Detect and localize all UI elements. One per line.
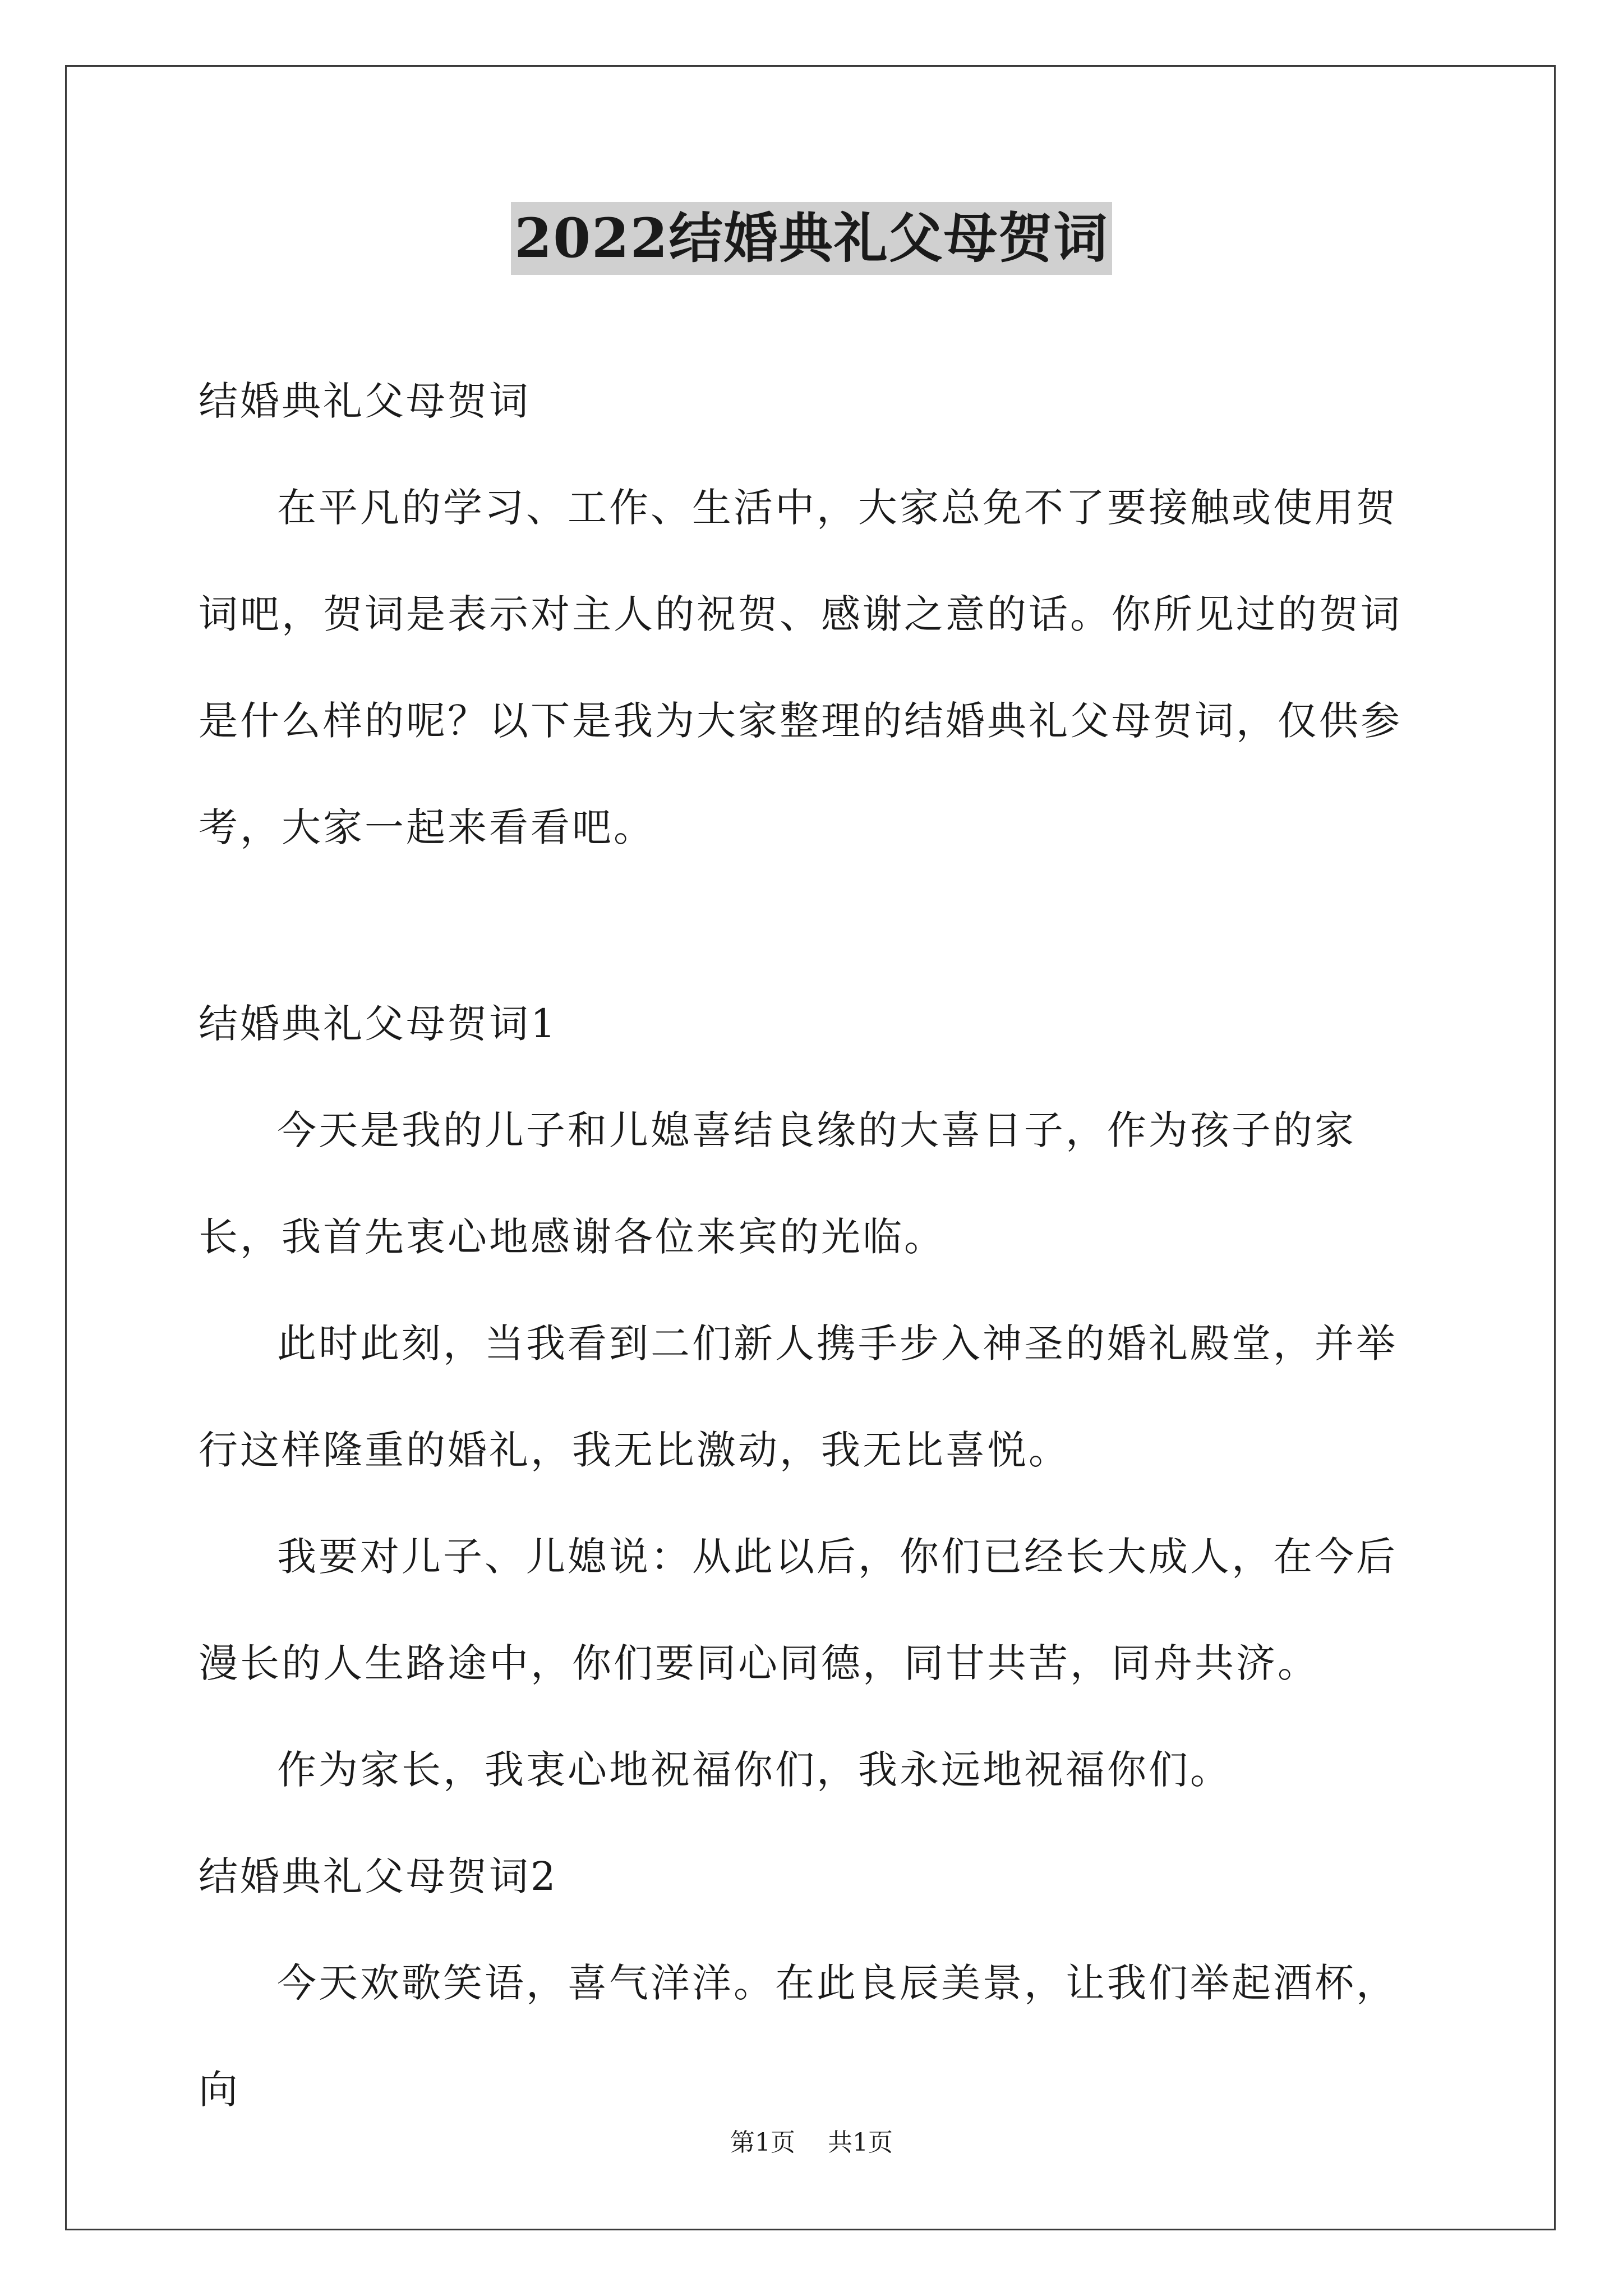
section-heading-1: 结婚典礼父母贺词1: [199, 1001, 558, 1047]
section-gap: [199, 881, 1427, 970]
paragraph: 今天是我的儿子和儿媳喜结良缘的大喜日子，作为孩子的家长，我首先衷心地感谢各位来宾的光临。: [199, 1107, 1356, 1260]
document-subtitle: 结婚典礼父母贺词: [199, 378, 531, 424]
page-total: 共1页: [828, 2128, 893, 2157]
paragraph: 作为家长，我衷心地祝福你们，我永远地祝福你们。: [277, 1747, 1232, 1793]
page-footer: [0, 2126, 1623, 2160]
paragraph: 我要对儿子、儿媳说：从此以后，你们已经长大成人，在今后漫长的人生路途中，你们要同心同德，同甘共苦，同舟共济。: [199, 1534, 1398, 1686]
paragraph: 此时此刻，当我看到二们新人携手步入神圣的婚礼殿堂，并举行这样隆重的婚礼，我无比激动，我无比喜悦。: [199, 1320, 1398, 1473]
title-container: [0, 202, 1623, 275]
intro-paragraph: 在平凡的学习、工作、生活中，大家总免不了要接触或使用贺词吧，贺词是表示对主人的祝贺、感谢之意的话。你所见过的贺词是什么样的呢？以下是我为大家整理的结婚典礼父母贺词，仅供参考，大家一起来看看吧。: [199, 485, 1402, 850]
document-body: [199, 348, 1427, 2143]
paragraph: 今天欢歌笑语，喜气洋洋。在此良辰美景，让我们举起酒杯，向: [199, 1960, 1398, 2113]
section-heading-2: 结婚典礼父母贺词2: [199, 1853, 558, 1899]
page-number: 第1页: [730, 2128, 795, 2157]
document-title: 2022结婚典礼父母贺词: [511, 202, 1112, 275]
